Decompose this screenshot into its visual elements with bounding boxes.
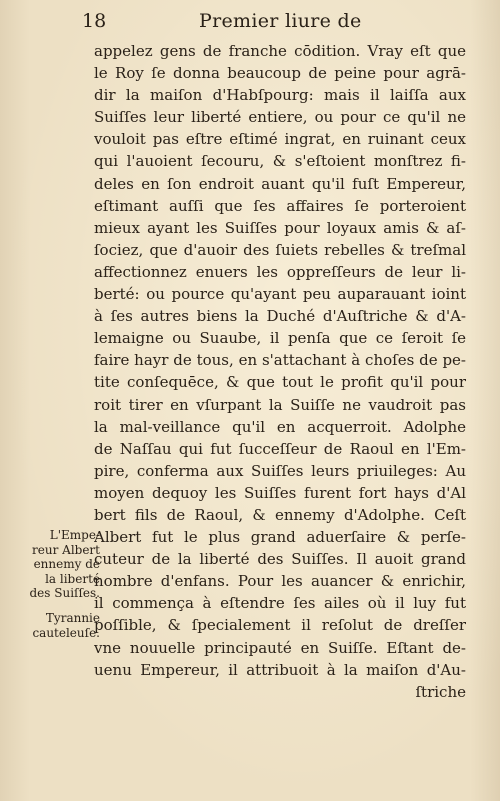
text-line: il commença à eſtendre ſes ailes où il luy fut	[94, 594, 466, 613]
text-line: poſſible, & ſpecialement il reſolut de dreſſer	[94, 616, 466, 635]
text-line: moyen dequoy les Suiſſes furent fort hays d'Al	[94, 483, 466, 502]
text-line: ſociez, que d'auoir des ſuiets rebelles & treſmal	[94, 240, 466, 259]
text-line: qui l'auoient ſecouru, & s'eſtoient monſtrez fi-	[94, 152, 466, 171]
marginal-note-albert	[18, 528, 100, 601]
marginal-note-line: reur Albert	[32, 542, 100, 557]
text-line: vouloit pas eſtre eſtimé ingrat, en ruinant ceux	[94, 130, 466, 149]
running-title: Premier liure de	[199, 10, 362, 32]
text-line: faire hayr de tous, en s'attachant à choſes de pe-	[94, 351, 466, 370]
body-text	[94, 40, 466, 703]
marginal-note-tyrannie	[18, 611, 100, 640]
marginal-note-line: des Suiſſes.	[29, 586, 100, 600]
text-line: lemaigne ou Suaube, il penſa que ce ſeroit ſe	[94, 329, 466, 348]
text-line: mieux ayant les Suiſſes pour loyaux amis & aſ-	[94, 218, 466, 237]
text-line: vne nouuelle principauté en Suiſſe. Eſtant de-	[94, 638, 466, 657]
marginal-note-line: cauteleuſe.	[32, 625, 100, 640]
text-line: nombre d'enfans. Pour les auancer & enrichir,	[94, 572, 466, 591]
text-line: tite conſequēce, & que tout le profit qu'il pour	[94, 373, 466, 392]
text-line: deles en ſon endroit auant qu'il fuſt Empereur,	[94, 174, 466, 193]
text-line: dir la maiſon d'Habſpourg: mais il laiſſa aux	[94, 86, 466, 105]
text-line: à ſes autres biens la Duché d'Auſtriche & d'A-	[94, 307, 466, 326]
marginal-note-line: la liberté	[45, 571, 100, 586]
text-line: appelez gens de franche cōdition. Vray eſt que	[94, 42, 466, 60]
marginal-note-line: L'Empe-	[49, 528, 100, 542]
text-line: de Naſſau qui fut ſucceſſeur de Raoul en l'Em-	[94, 439, 466, 458]
text-line: Suiſſes leur liberté entiere, ou pour ce qu'il ne	[94, 108, 466, 127]
text-line: roit tirer en vſurpant la Suiſſe ne vaudroit pas	[94, 395, 466, 414]
text-line: bert fils de Raoul, & ennemy d'Adolphe. Ceſt	[94, 505, 466, 524]
text-line: la mal-veillance qu'il en acquerroit. Adolphe	[94, 417, 466, 436]
page-number: 18	[82, 10, 107, 32]
text-line: uenu Empereur, il attribuoit à la maiſon d'Au-	[94, 660, 466, 679]
text-line: cuteur de la liberté des Suiſſes. Il auoit grand	[94, 550, 466, 569]
text-line: Albert fut le plus grand aduerſaire & perſe-	[94, 528, 466, 547]
marginal-note-line: ennemy de	[33, 557, 100, 571]
text-line: le Roy ſe donna beaucoup de peine pour agrā-	[94, 64, 466, 83]
text-line: pire, conferma aux Suiſſes leurs priuileges: Au	[94, 461, 466, 480]
running-head	[82, 10, 472, 36]
catchword: ſtriche	[415, 682, 466, 701]
text-line: eſtimant auſſi que ſes affaires ſe porteroient	[94, 196, 466, 215]
text-line: berté: ou pource qu'ayant peu auparauant ioint	[94, 285, 466, 304]
text-line: affectionnez enuers les oppreſſeurs de leur li-	[94, 262, 466, 281]
marginal-note-line: Tyrannie	[45, 611, 100, 625]
